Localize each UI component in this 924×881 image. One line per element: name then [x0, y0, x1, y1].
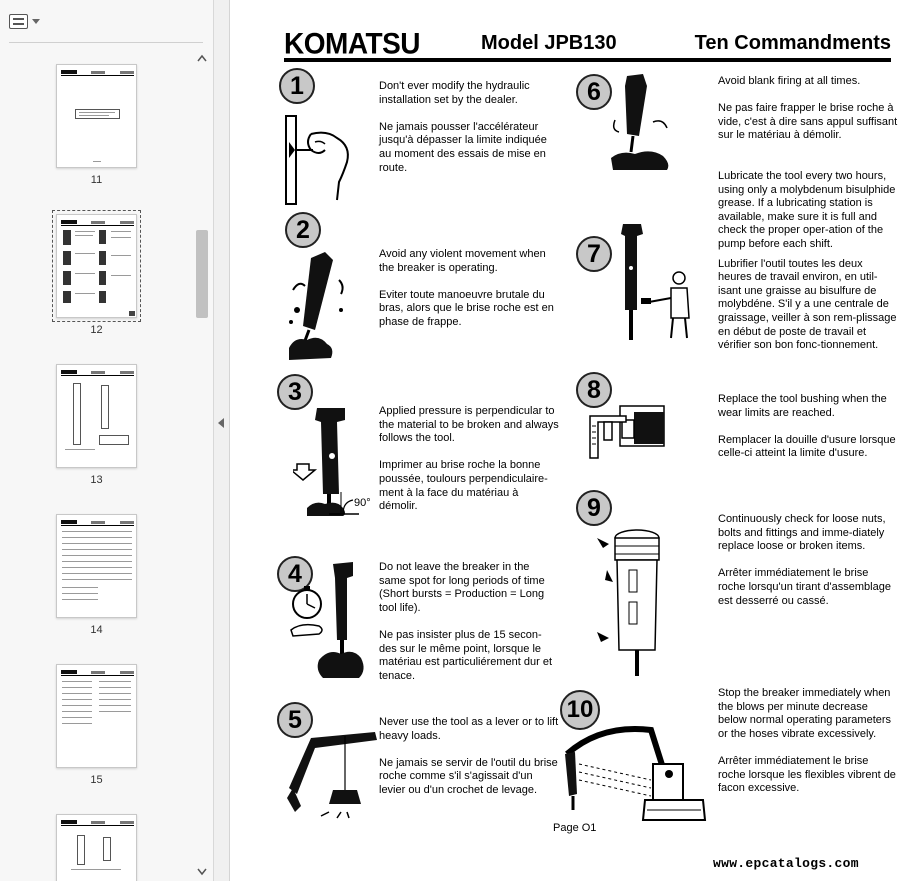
- thumbnail-label: 12: [90, 324, 103, 336]
- commandment-4-text: [379, 561, 559, 697]
- page-thumbnail-14[interactable]: [56, 514, 137, 618]
- commandment-number: 7: [576, 236, 612, 272]
- text-fr: Eviter toute manoeuvre brutale du bras, alors que le brise roche est en phase de frappe.: [379, 288, 554, 328]
- text-en: Replace the tool bushing when the wear limits are reached.: [718, 393, 887, 419]
- stopwatch-breaker-icon: [289, 560, 379, 690]
- sidebar-toolbar: [0, 0, 214, 42]
- page-number: Page O1: [553, 822, 597, 834]
- page-thumbnail-15[interactable]: [56, 664, 137, 768]
- divider: [9, 42, 203, 43]
- thumbnail-label: 15: [90, 774, 103, 786]
- page-header: [284, 28, 891, 62]
- text-fr: Ne pas faire frapper le brise roche à vide, c'est à dire sans appul suffisant sur le matériau à démolir.: [718, 102, 898, 142]
- document-page: [231, 0, 924, 881]
- text-fr: Imprimer au brise roche la bonne poussée, toulours perpendiculaire-ment à la face du matériau à démolir.: [379, 459, 548, 513]
- thumbnail-sidebar: [0, 0, 214, 881]
- commandment-1-text: [379, 80, 559, 189]
- scroll-down-icon[interactable]: [197, 868, 207, 876]
- gauge-lever-icon: [281, 112, 356, 206]
- text-en: Lubricate the tool every two hours, using only a molybdenum bisulphide grease. If a lubricating station is available, make sure it is full and check the proper oper-ation of the pump before each shift.: [718, 170, 896, 250]
- text-fr: Remplacer la douille d'usure lorsque celle-ci atteint la limite d'usure.: [718, 433, 896, 460]
- scrollbar-thumb[interactable]: [196, 230, 208, 318]
- text-en: Stop the breaker immediately when the blows per minute decrease below normal operating parameters or the hoses vibrate excessively.: [718, 687, 892, 740]
- page-thumbnail-11[interactable]: [56, 64, 137, 168]
- commandment-number: 3: [277, 374, 313, 410]
- watermark-text: www.epcatalogs.com: [713, 856, 859, 871]
- commandment-7-text: [718, 170, 898, 366]
- chevron-down-icon: [32, 19, 40, 24]
- scroll-up-icon[interactable]: [197, 54, 207, 62]
- thumbnail-label: 14: [90, 624, 103, 636]
- blank-firing-icon: [609, 74, 687, 174]
- thumbnail-view-menu-button[interactable]: [9, 11, 43, 31]
- commandment-10-text: [718, 687, 898, 809]
- commandment-number: 10: [560, 690, 600, 730]
- komatsu-logo: KOMATSU: [284, 27, 420, 60]
- thumbnail-label: 13: [90, 474, 103, 486]
- commandment-6-text: [718, 75, 898, 157]
- angle-label: 90°: [354, 497, 371, 509]
- commandment-3-text: [379, 405, 559, 527]
- text-fr: Arrêter immédiatement le brise roche lorsque les flexibles vibrent de facon excessive.: [718, 754, 896, 795]
- chevron-left-icon: [218, 418, 224, 428]
- text-en: Never use the tool as a lever or to lift heavy loads.: [379, 716, 559, 742]
- text-en: Avoid blank firing at all times.: [718, 75, 861, 87]
- commandment-number: 2: [285, 212, 321, 248]
- page-thumbnail-13[interactable]: [56, 364, 137, 468]
- page-thumbnail-12[interactable]: [56, 214, 137, 318]
- lifting-boom-icon: [285, 728, 385, 828]
- text-fr: Ne jamais pousser l'accélérateur jusqu'à dépasser la limite indiquée au moment des essais de mise en route.: [379, 120, 547, 174]
- text-en: Do not leave the breaker in the same spot for long periods of time (Short bursts = Production = Long tool life).: [379, 561, 545, 614]
- thumbnail-list: [0, 50, 194, 881]
- text-fr: Arrêter immédiatement le brise roche lorsqu'un tirant d'assemblage est desserré ou cassé.: [718, 567, 891, 607]
- text-en: Applied pressure is perpendicular to the material to be broken and always follows the tool.: [379, 405, 559, 445]
- thumbnail-label: 11: [90, 174, 103, 186]
- commandment-number: 1: [279, 68, 315, 104]
- breaker-body-icon: [593, 526, 673, 682]
- text-en: Avoid any violent movement when the breaker is operating.: [379, 248, 546, 274]
- commandment-5-text: [379, 716, 559, 811]
- worker-greasing-icon: [611, 222, 701, 346]
- sidebar-collapse-handle[interactable]: [214, 0, 230, 881]
- text-en: Continuously check for loose nuts, bolts and fittings and imme-diately replace loose or broken items.: [718, 513, 886, 553]
- commandment-8-text: [718, 393, 898, 475]
- commandment-number: 9: [576, 490, 612, 526]
- commandment-9-text: [718, 513, 898, 622]
- commandment-number: 4: [277, 556, 313, 592]
- text-fr: Ne jamais se servir de l'outil du brise roche comme s'il s'agissait d'un levier ou d'un crochet de levage.: [379, 756, 558, 796]
- text-fr: Lubrifier l'outil toutes les deux heures de travail environ, en util-isant une graisse au bisulfure de molybdéne. S'il y a une centrale de graissage, veiller à son rem-plissage en début de poste de travail et vérifier son bon fonc-tionnement.: [718, 257, 897, 352]
- thumbnail-list-icon: [9, 14, 28, 29]
- commandment-2-text: [379, 248, 559, 343]
- page-thumbnail-16[interactable]: [56, 814, 137, 881]
- excavator-breaker-icon: [561, 724, 711, 824]
- page-title: Ten Commandments: [694, 32, 891, 54]
- text-en: Don't ever modify the hydraulic installation set by the dealer.: [379, 80, 530, 106]
- model-title: Model JPB130: [481, 32, 617, 54]
- caliper-bushing-icon: [586, 396, 671, 468]
- breaker-impact-icon: [281, 250, 353, 365]
- sidebar-scrollbar[interactable]: [194, 50, 210, 881]
- commandment-number: 6: [576, 74, 612, 110]
- text-fr: Ne pas insister plus de 15 secon-des sur le même point, lorsque le matériau est particuliérement dur et tenace.: [379, 628, 553, 682]
- commandment-number: 5: [277, 702, 313, 738]
- commandment-number: 8: [576, 372, 612, 408]
